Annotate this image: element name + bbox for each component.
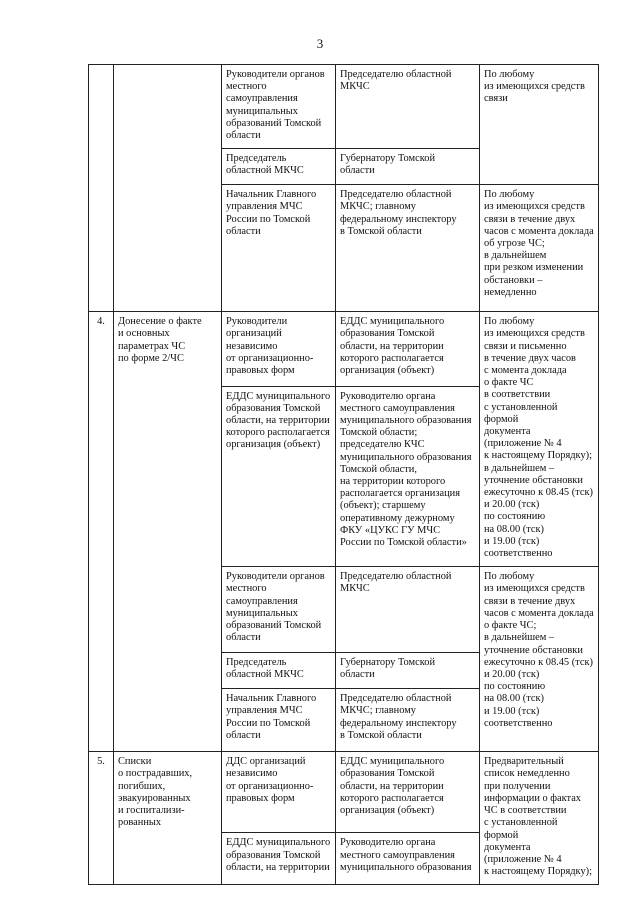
- sender-cell: Руководители органов местного самоуправления муниципальных образований Томской области: [222, 567, 336, 653]
- sender-cell: Начальник Главного управления МЧС России по Томской области: [222, 689, 336, 752]
- sender-cell: Начальник Главного управления МЧС России по Томской области: [222, 185, 336, 312]
- recipient-cell: Председателю областной МКЧС; главному федеральному инспектору в Томской области: [336, 689, 480, 752]
- method-cell: По любому из имеющихся средств связи в течение двух часов с момента доклада о факте ЧС; в дальнейшем – уточнение обстановки ежесуточно к 08.45 (тск) и 20.00 (тск) по состоянию на 08.00 (тск) и 19.00 (тск) соответственно: [480, 567, 599, 752]
- method-cell: По любому из имеющихся средств связи: [480, 65, 599, 185]
- sender-cell: ЕДДС муниципального образования Томской области, на территории которого располагается организация (объект): [222, 386, 336, 567]
- method-cell: По любому из имеющихся средств связи в течение двух часов с момента доклада об угрозе ЧС; в дальнейшем при резком изменении обстановки – немедленно: [480, 185, 599, 312]
- recipient-cell: Руководителю органа местного самоуправления муниципального образования: [336, 833, 480, 885]
- sender-cell: ЕДДС муниципального образования Томской области, на территории: [222, 833, 336, 885]
- recipient-cell: ЕДДС муниципального образования Томской области, на территории которого располагается организация (объект): [336, 312, 480, 386]
- sender-cell: ДДС организаций независимо от организационно- правовых форм: [222, 752, 336, 833]
- item-number-cell: 4.: [89, 312, 114, 752]
- table-row: [89, 65, 599, 149]
- recipient-cell: Председателю областной МКЧС: [336, 567, 480, 653]
- sender-cell: Руководители органов местного самоуправления муниципальных образований Томской области: [222, 65, 336, 149]
- item-number-cell: 5.: [89, 752, 114, 885]
- recipient-cell: Председателю областной МКЧС: [336, 65, 480, 149]
- notification-table: [88, 64, 599, 885]
- event-cell: Списки о пострадавших, погибших, эвакуированных и госпитализи- рованных: [114, 752, 222, 885]
- event-cell: Донесение о факте и основных параметрах ЧС по форме 2/ЧС: [114, 312, 222, 752]
- page-number: 3: [316, 36, 324, 51]
- recipient-cell: Губернатору Томской области: [336, 149, 480, 185]
- recipient-cell: ЕДДС муниципального образования Томской области, на территории которого располагается организация (объект): [336, 752, 480, 833]
- sender-cell: Председатель областной МКЧС: [222, 149, 336, 185]
- event-cell: [114, 65, 222, 312]
- method-cell: Предварительный список немедленно при получении информации о фактах ЧС в соответствии с установленной формой документа (приложение № 4 к настоящему Порядку);: [480, 752, 599, 885]
- sender-cell: Председатель областной МКЧС: [222, 653, 336, 689]
- table-row: [89, 752, 599, 833]
- recipient-cell: Председателю областной МКЧС; главному федеральному инспектору в Томской области: [336, 185, 480, 312]
- table-row: [89, 312, 599, 386]
- method-cell: По любому из имеющихся средств связи и письменно в течение двух часов с момента доклада о факте ЧС в соответствии с установленной формой документа (приложение № 4 к настоящему Порядку); в дальнейшем – уточнение обстановки ежесуточно к 08.45 (тск) и 20.00 (тск) по состоянию на 08.00 (тск) и 19.00 (тск) соответственно: [480, 312, 599, 567]
- sender-cell: Руководители организаций независимо от организационно- правовых форм: [222, 312, 336, 386]
- recipient-cell: Руководителю органа местного самоуправления муниципального образования Томской области; председателю КЧС муниципального образования Томской области, на территории которого располагается организация (объект); старшему оперативному дежурному ФКУ «ЦУКС ГУ МЧС России по Томской области»: [336, 386, 480, 567]
- item-number-cell: [89, 65, 114, 312]
- recipient-cell: Губернатору Томской области: [336, 653, 480, 689]
